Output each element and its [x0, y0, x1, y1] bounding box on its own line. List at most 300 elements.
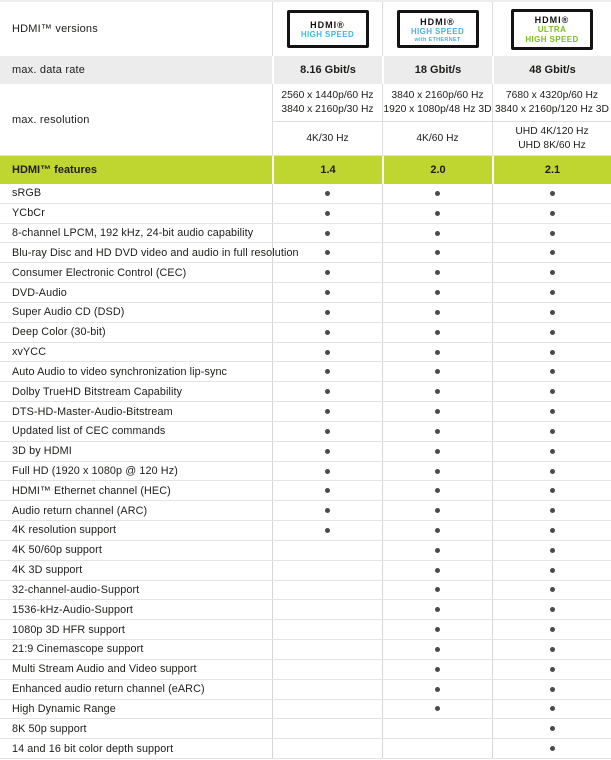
support-cell-1-4: [272, 521, 382, 540]
support-cell-1-4: [272, 422, 382, 441]
resolution-modes: [273, 84, 382, 122]
hdmi-logo: HDMI®: [420, 16, 455, 27]
feature-row: [0, 343, 611, 363]
support-dot: [435, 607, 440, 612]
support-cell-2-0: [382, 501, 492, 520]
support-dot: [550, 726, 555, 731]
support-dot: [550, 250, 555, 255]
hdmi-high-speed-badge: [287, 10, 369, 48]
support-dot: [550, 587, 555, 592]
support-cell-2-0: [382, 640, 492, 659]
feature-row: [0, 660, 611, 680]
support-cell-2-1: [492, 640, 611, 659]
badge-speed-label: HIGH SPEED: [300, 29, 355, 39]
support-dot: [435, 528, 440, 533]
support-cell-2-1: [492, 224, 611, 243]
support-dot: [435, 647, 440, 652]
feature-label: Audio return channel (ARC): [12, 504, 148, 517]
badge-speed-label: ULTRA: [537, 24, 567, 34]
support-dot: [325, 191, 330, 196]
support-dot: [435, 310, 440, 315]
support-dot: [435, 429, 440, 434]
support-dot: [550, 231, 555, 236]
feature-label-cell: [0, 283, 272, 302]
feature-label: xvYCC: [12, 346, 47, 359]
support-dot: [550, 270, 555, 275]
support-dot: [435, 687, 440, 692]
feature-label-cell: [0, 581, 272, 600]
resolution-line: 7680 x 4320p/60 Hz: [505, 89, 599, 101]
support-cell-1-4: [272, 362, 382, 381]
support-cell-2-0: [382, 283, 492, 302]
support-dot: [435, 350, 440, 355]
resolution-cell: [382, 84, 492, 155]
support-dot: [435, 469, 440, 474]
feature-row: [0, 680, 611, 700]
support-dot: [550, 746, 555, 751]
feature-label-cell: [0, 700, 272, 719]
data-rate-label: max. data rate: [12, 64, 86, 76]
badge-cell-hdmi-2-1: [492, 2, 611, 56]
feature-label-cell: [0, 382, 272, 401]
support-dot: [550, 627, 555, 632]
support-cell-2-1: [492, 600, 611, 619]
support-dot: [435, 488, 440, 493]
support-dot: [550, 607, 555, 612]
support-dot: [435, 706, 440, 711]
feature-row: [0, 581, 611, 601]
support-dot: [325, 211, 330, 216]
support-dot: [550, 409, 555, 414]
support-dot: [550, 706, 555, 711]
support-dot: [550, 389, 555, 394]
support-cell-2-1: [492, 402, 611, 421]
data-rate-value: 8.16 Gbit/s: [272, 56, 382, 84]
support-cell-1-4: [272, 700, 382, 719]
support-cell-2-1: [492, 700, 611, 719]
feature-label-cell: [0, 561, 272, 580]
support-dot: [550, 488, 555, 493]
support-cell-1-4: [272, 680, 382, 699]
resolution-line: 3840 x 2160p/120 Hz 3D: [495, 103, 609, 115]
support-cell-2-1: [492, 581, 611, 600]
feature-label: Auto Audio to video synchronization lip-sync: [12, 365, 228, 378]
feature-label: Blu-ray Disc and HD DVD video and audio in full resolution: [12, 246, 299, 259]
feature-label: 8K 50p support: [12, 722, 87, 735]
version-number: 2.0: [382, 156, 492, 184]
version-number: 2.1: [492, 156, 611, 184]
features-header-label: HDMI™ features: [12, 164, 97, 176]
feature-label: Enhanced audio return channel (eARC): [12, 683, 205, 696]
feature-label-cell: [0, 660, 272, 679]
support-cell-2-0: [382, 660, 492, 679]
support-cell-2-1: [492, 343, 611, 362]
support-cell-1-4: [272, 283, 382, 302]
feature-label: YCbCr: [12, 207, 45, 220]
support-dot: [325, 330, 330, 335]
support-dot: [550, 290, 555, 295]
feature-label: HDMI™ Ethernet channel (HEC): [12, 484, 171, 497]
data-rate-row: [0, 56, 611, 84]
support-dot: [325, 469, 330, 474]
feature-row: [0, 700, 611, 720]
support-cell-1-4: [272, 382, 382, 401]
support-dot: [325, 369, 330, 374]
resolution-line: UHD 4K/120 Hz: [515, 125, 589, 137]
resolution-summary: [493, 122, 611, 155]
resolution-label: max. resolution: [12, 113, 90, 126]
support-cell-2-1: [492, 382, 611, 401]
support-cell-2-1: [492, 442, 611, 461]
feature-row: [0, 402, 611, 422]
support-dot: [435, 330, 440, 335]
support-dot: [435, 290, 440, 295]
support-cell-2-0: [382, 481, 492, 500]
support-dot: [325, 508, 330, 513]
support-cell-2-1: [492, 561, 611, 580]
support-cell-2-1: [492, 719, 611, 738]
features-header-label-cell: [0, 156, 272, 184]
feature-label: 32-channel-audio-Support: [12, 583, 140, 596]
feature-label: DVD-Audio: [12, 286, 67, 299]
support-cell-1-4: [272, 719, 382, 738]
support-cell-2-0: [382, 680, 492, 699]
support-dot: [325, 231, 330, 236]
feature-label-cell: [0, 204, 272, 223]
support-dot: [550, 469, 555, 474]
support-dot: [550, 508, 555, 513]
feature-label-cell: [0, 600, 272, 619]
features-header-row: [0, 156, 611, 184]
feature-row: [0, 462, 611, 482]
feature-row: [0, 501, 611, 521]
feature-label-cell: [0, 521, 272, 540]
feature-label: Consumer Electronic Control (CEC): [12, 266, 187, 279]
feature-label: 4K resolution support: [12, 524, 117, 537]
resolution-line: 3840 x 2160p/60 Hz: [391, 89, 484, 101]
feature-row: [0, 323, 611, 343]
feature-row: [0, 600, 611, 620]
support-dot: [435, 548, 440, 553]
feature-row: [0, 739, 611, 759]
support-dot: [325, 290, 330, 295]
feature-row: [0, 442, 611, 462]
support-cell-2-1: [492, 362, 611, 381]
feature-label: 4K 50/60p support: [12, 544, 102, 557]
support-cell-1-4: [272, 660, 382, 679]
feature-label-cell: [0, 243, 299, 262]
badge-speed-label: HIGH SPEED: [410, 26, 465, 36]
feature-row: [0, 303, 611, 323]
resolution-summary: [383, 122, 492, 155]
support-cell-2-1: [492, 462, 611, 481]
support-dot: [550, 330, 555, 335]
support-dot: [550, 369, 555, 374]
versions-header-row: [0, 2, 611, 56]
resolution-row: [0, 84, 611, 156]
support-cell-2-0: [382, 541, 492, 560]
feature-row: [0, 422, 611, 442]
support-cell-2-0: [382, 719, 492, 738]
support-dot: [435, 369, 440, 374]
support-cell-2-0: [382, 462, 492, 481]
support-dot: [435, 211, 440, 216]
versions-row-label-cell: [0, 2, 272, 56]
feature-label: Dolby TrueHD Bitstream Capability: [12, 385, 183, 398]
support-cell-2-0: [382, 620, 492, 639]
support-dot: [435, 587, 440, 592]
feature-label-cell: [0, 442, 272, 461]
support-cell-2-0: [382, 581, 492, 600]
support-dot: [325, 429, 330, 434]
feature-label-cell: [0, 422, 272, 441]
support-cell-2-0: [382, 343, 492, 362]
support-dot: [325, 270, 330, 275]
support-cell-2-0: [382, 224, 492, 243]
support-dot: [550, 310, 555, 315]
version-number: 1.4: [272, 156, 382, 184]
feature-row: [0, 561, 611, 581]
support-cell-2-1: [492, 739, 611, 758]
support-cell-1-4: [272, 224, 382, 243]
support-cell-1-4: [272, 620, 382, 639]
support-cell-1-4: [272, 481, 382, 500]
hdmi-logo: HDMI®: [310, 19, 345, 30]
support-dot: [550, 568, 555, 573]
support-cell-2-0: [382, 323, 492, 342]
feature-label: 14 and 16 bit color depth support: [12, 742, 174, 755]
support-cell-2-1: [492, 620, 611, 639]
support-dot: [325, 310, 330, 315]
support-cell-2-1: [492, 680, 611, 699]
feature-label: 1080p 3D HFR support: [12, 623, 126, 636]
support-cell-1-4: [272, 243, 382, 262]
feature-label: 21:9 Cinemascope support: [12, 643, 144, 656]
support-dot: [435, 667, 440, 672]
support-cell-2-0: [382, 700, 492, 719]
features-body: [0, 184, 611, 759]
support-cell-2-1: [492, 541, 611, 560]
support-cell-1-4: [272, 184, 382, 203]
support-dot: [550, 191, 555, 196]
support-dot: [325, 389, 330, 394]
support-cell-2-0: [382, 184, 492, 203]
hdmi-high-speed-ethernet-badge: [397, 10, 479, 48]
feature-row: [0, 521, 611, 541]
hdmi-ultra-high-speed-badge: [511, 9, 593, 50]
support-cell-2-1: [492, 323, 611, 342]
support-cell-1-4: [272, 640, 382, 659]
feature-label-cell: [0, 224, 272, 243]
feature-label-cell: [0, 640, 272, 659]
feature-label-cell: [0, 263, 272, 282]
feature-label-cell: [0, 462, 272, 481]
feature-row: [0, 382, 611, 402]
support-cell-2-0: [382, 263, 492, 282]
support-cell-1-4: [272, 501, 382, 520]
resolution-line: 4K/60 Hz: [416, 132, 459, 144]
support-dot: [435, 409, 440, 414]
support-dot: [435, 250, 440, 255]
feature-label: Deep Color (30-bit): [12, 326, 106, 339]
support-dot: [550, 528, 555, 533]
resolution-line: 4K/30 Hz: [306, 132, 349, 144]
feature-label-cell: [0, 739, 272, 758]
support-cell-2-1: [492, 521, 611, 540]
support-dot: [550, 548, 555, 553]
resolution-line: UHD 8K/60 Hz: [518, 139, 586, 151]
support-dot: [325, 488, 330, 493]
support-cell-2-1: [492, 303, 611, 322]
support-dot: [550, 350, 555, 355]
support-dot: [435, 627, 440, 632]
support-cell-1-4: [272, 600, 382, 619]
feature-row: [0, 481, 611, 501]
support-cell-2-0: [382, 739, 492, 758]
support-cell-2-1: [492, 204, 611, 223]
feature-row: [0, 224, 611, 244]
support-cell-1-4: [272, 402, 382, 421]
feature-label-cell: [0, 719, 272, 738]
support-dot: [435, 568, 440, 573]
feature-row: [0, 362, 611, 382]
support-dot: [435, 191, 440, 196]
support-dot: [550, 647, 555, 652]
support-dot: [550, 449, 555, 454]
support-cell-1-4: [272, 303, 382, 322]
support-dot: [325, 528, 330, 533]
support-dot: [550, 211, 555, 216]
feature-row: [0, 719, 611, 739]
support-cell-1-4: [272, 561, 382, 580]
feature-label-cell: [0, 541, 272, 560]
feature-row: [0, 541, 611, 561]
feature-label: 1536-kHz-Audio-Support: [12, 603, 134, 616]
feature-label: 8-channel LPCM, 192 kHz, 24-bit audio capability: [12, 227, 254, 240]
support-dot: [435, 270, 440, 275]
support-cell-2-1: [492, 283, 611, 302]
resolution-modes: [493, 84, 611, 122]
support-cell-2-0: [382, 362, 492, 381]
feature-row: [0, 620, 611, 640]
feature-row: [0, 263, 611, 283]
support-cell-1-4: [272, 462, 382, 481]
support-cell-1-4: [272, 581, 382, 600]
feature-label-cell: [0, 184, 272, 203]
data-rate-label-cell: [0, 56, 272, 84]
resolution-modes: [383, 84, 492, 122]
feature-label-cell: [0, 481, 272, 500]
support-dot: [325, 449, 330, 454]
resolution-cell: [272, 84, 382, 155]
support-dot: [435, 231, 440, 236]
support-cell-2-1: [492, 501, 611, 520]
support-cell-2-0: [382, 521, 492, 540]
feature-label-cell: [0, 362, 272, 381]
support-cell-2-1: [492, 263, 611, 282]
support-cell-1-4: [272, 204, 382, 223]
support-cell-1-4: [272, 323, 382, 342]
support-cell-2-1: [492, 660, 611, 679]
feature-label: Full HD (1920 x 1080p @ 120 Hz): [12, 465, 178, 477]
support-cell-2-0: [382, 382, 492, 401]
badge-cell-hdmi-2-0: [382, 2, 492, 56]
support-cell-2-0: [382, 442, 492, 461]
feature-label-cell: [0, 620, 272, 639]
feature-label: Super Audio CD (DSD): [12, 306, 125, 319]
feature-label: DTS-HD-Master-Audio-Bitstream: [12, 405, 173, 418]
badge-sub-label: with ETHERNET: [414, 36, 461, 43]
feature-label: sRGB: [12, 187, 42, 200]
support-dot: [435, 389, 440, 394]
support-dot: [550, 429, 555, 434]
support-cell-1-4: [272, 442, 382, 461]
feature-label: Multi Stream Audio and Video support: [12, 663, 197, 676]
support-dot: [325, 409, 330, 414]
hdmi-logo: HDMI®: [534, 14, 570, 25]
support-cell-2-0: [382, 402, 492, 421]
versions-label: HDMI™ versions: [12, 23, 98, 35]
feature-label-cell: [0, 323, 272, 342]
support-cell-1-4: [272, 263, 382, 282]
support-cell-2-0: [382, 243, 492, 262]
feature-label-cell: [0, 501, 272, 520]
support-cell-2-1: [492, 481, 611, 500]
support-cell-2-0: [382, 600, 492, 619]
data-rate-value: 48 Gbit/s: [492, 56, 611, 84]
resolution-cell: [492, 84, 611, 155]
feature-row: [0, 204, 611, 224]
support-dot: [550, 687, 555, 692]
feature-label-cell: [0, 303, 272, 322]
resolution-label-cell: [0, 84, 272, 155]
support-cell-1-4: [272, 739, 382, 758]
feature-row: [0, 184, 611, 204]
feature-label: 3D by HDMI: [12, 445, 72, 458]
feature-label: High Dynamic Range: [12, 702, 116, 715]
support-cell-1-4: [272, 343, 382, 362]
feature-label-cell: [0, 402, 272, 421]
support-cell-2-0: [382, 561, 492, 580]
feature-row: [0, 243, 611, 263]
resolution-line: 3840 x 2160p/30 Hz: [281, 103, 374, 115]
support-cell-2-1: [492, 422, 611, 441]
feature-row: [0, 640, 611, 660]
badge-cell-hdmi-1-4: [272, 2, 382, 56]
resolution-line: 1920 x 1080p/48 Hz 3D: [383, 103, 492, 115]
feature-label: Updated list of CEC commands: [12, 425, 166, 438]
support-dot: [550, 667, 555, 672]
badge-speed-label-2: HIGH SPEED: [525, 34, 579, 44]
support-dot: [325, 350, 330, 355]
feature-label-cell: [0, 680, 272, 699]
resolution-line: 2560 x 1440p/60 Hz: [281, 89, 374, 101]
support-dot: [325, 250, 330, 255]
support-cell-2-1: [492, 184, 611, 203]
feature-label: 4K 3D support: [12, 564, 83, 577]
support-cell-1-4: [272, 541, 382, 560]
data-rate-value: 18 Gbit/s: [382, 56, 492, 84]
support-cell-2-1: [492, 243, 611, 262]
feature-label-cell: [0, 343, 272, 362]
support-cell-2-0: [382, 422, 492, 441]
support-cell-2-0: [382, 303, 492, 322]
support-dot: [435, 508, 440, 513]
feature-row: [0, 283, 611, 303]
support-cell-2-0: [382, 204, 492, 223]
resolution-summary: [273, 122, 382, 155]
support-dot: [435, 449, 440, 454]
